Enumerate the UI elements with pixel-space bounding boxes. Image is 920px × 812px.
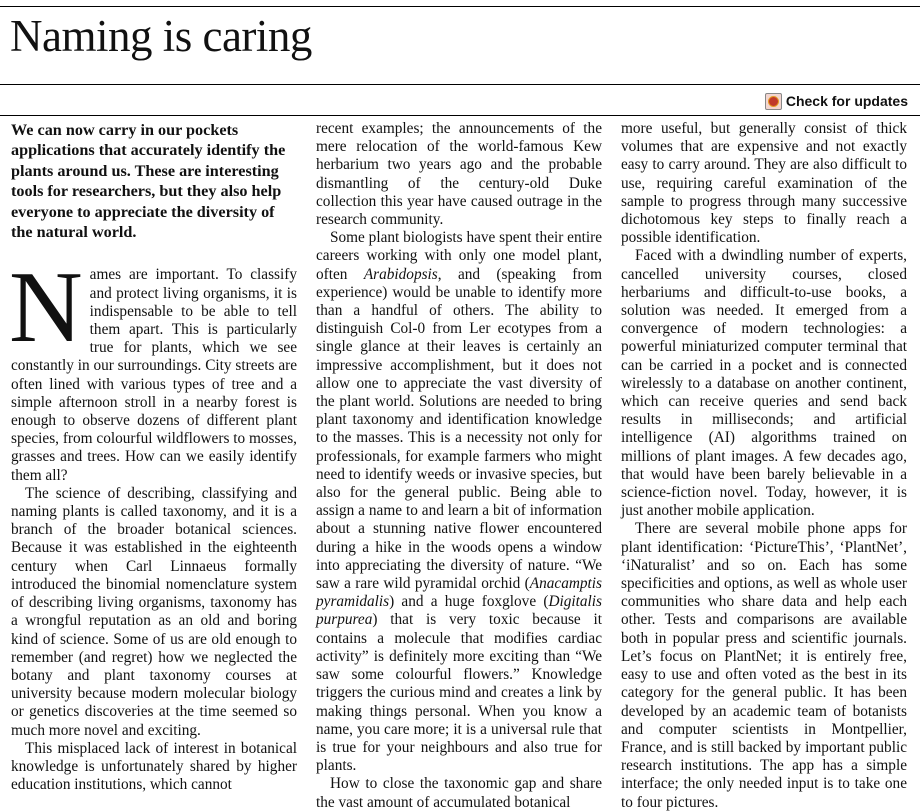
text-run: Some plant biologists have spent their entire careers working with only one model plant, often <box>316 229 602 283</box>
lead-paragraph: We can now carry in our pockets applications that accurately identify the plants around us. These are interesting tools for researchers, but they also help everyone to appreciate the diversity of the natural world. <box>11 121 286 242</box>
first-paragraph <box>9 251 297 484</box>
text-run: ) and a huge foxglove ( <box>389 593 549 611</box>
check-for-updates-button[interactable] <box>765 91 908 111</box>
paragraph: more useful, but generally consist of thick volumes that are expensive and not exactly easy to carry around. They are also difficult to use, requiring careful examination of the sample to progress through many successive dichotomous key steps to finally reach a possible identification. <box>621 120 907 247</box>
check-for-updates-label: Check for updates <box>785 93 908 109</box>
text-run: ) that is very toxic because it contains a molecule that modifies cardiac activity” is definitely more exciting than “We saw some colourful flowers.” Knowledge triggers the curious mind and creates a link by making things personal. When you know a name, you care more; it is a universal rule that is true for your neighbours and also true for plants. <box>316 611 602 775</box>
crossmark-icon <box>765 93 782 110</box>
title-rule <box>0 84 920 85</box>
article-title: Naming is caring <box>10 11 312 61</box>
first-paragraph-text: ames are important. To classify and protect living organisms, it is indispensable to be able to tell them apart. This is particularly true for plants, which we see constantly in our surroundings. City streets are often lined with various types of tree and a simple afternoon stroll in a nearby forest is enough to observe dozens of different plant species, from colourful wildflowers to mosses, grasses and trees. How can we easily identify them all? <box>11 266 297 484</box>
species-name: Digitalis purpurea <box>316 593 602 629</box>
text-run: , and (speaking from experience) would be unable to identify more than a handful of others. The ability to distinguish Col-0 from Ler ecotypes from a single glance at their leaves is certainly an impressive accomplishment, but it does not allow one to appreciate the vast diversity of the plant world. Solutions are needed to bring plant taxonomy and identification knowledge to the masses. This is a necessity not only for professionals, for example farmers who might need to identify weeds or invasive species, but also for the general public. Being able to assign a name to and learn a bit of information about a stunning native flower encountered during a hike in the woods opens a window into appreciating the diversity of nature. “We saw a rare wild pyramidal orchid ( <box>316 265 602 593</box>
column-1 <box>11 120 297 799</box>
species-name: Anacamptis pyramidalis <box>316 575 602 611</box>
paragraph: There are several mobile phone apps for plant identification: ‘PictureThis’, ‘PlantNet’, ‘iNaturalist’ and so on. Each has some specificities and options, as well as whole user communities who share data and help each other. Tests and comparisons are available both in popular press and scientific journals. Let’s focus on PlantNet; it is entirely free, easy to use and often voted as the best in its category for the general public. It has been developed by an academic team of botanists and computer scientists in Montpellier, France, and is still backed by important public research institutions. The app has a simple interface; the only needed input is to take one to four pictures. <box>621 520 907 811</box>
paragraph: This misplaced lack of interest in botanical knowledge is unfortunately shared by higher education institutions, which cannot <box>11 739 297 794</box>
top-rule <box>0 6 920 7</box>
species-name: Arabidopsis <box>363 265 438 283</box>
paragraph: How to close the taxonomic gap and share the vast amount of accumulated botanical <box>316 775 602 811</box>
paragraph: Faced with a dwindling number of experts, cancelled university courses, closed herbariums and difficult-to-use books, a solution was needed. It emerged from a convergence of modern technologies: a powerful miniaturized computer terminal that can be carried in a pocket and is connected wirelessly to a database on another continent, which can receive queries and send back results in milliseconds; and artificial intelligence (AI) algorithms trained on millions of plant images. A few decades ago, that would have been barely believable in a science-fiction novel. Today, however, it is just another mobile application. <box>621 247 907 520</box>
paragraph: recent examples; the announcements of the mere relocation of the world-famous Kew herbarium two years ago and the probable dismantling of the century-old Duke collection this year have caused outrage in the research community. <box>316 120 602 229</box>
column-3 <box>621 120 907 811</box>
paragraph: The science of describing, classifying and naming plants is called taxonomy, and it is a branch of the broader botanical sciences. Because it was established in the eighteenth century when Carl Linnaeus formally introduced the binomial nomenclature system of describing living organisms, taxonomy has a wrongful reputation as an old and boring kind of science. Some of us are old enough to remember (and regret) how we neglected the botany and plant taxonomy courses at university because modern molecular biology or genetics discoveries at the time seemed so much more novel and exciting. <box>11 484 297 739</box>
column-2 <box>316 120 602 811</box>
drop-cap: N <box>9 251 83 365</box>
header-rule <box>0 115 920 116</box>
paragraph <box>316 229 602 775</box>
